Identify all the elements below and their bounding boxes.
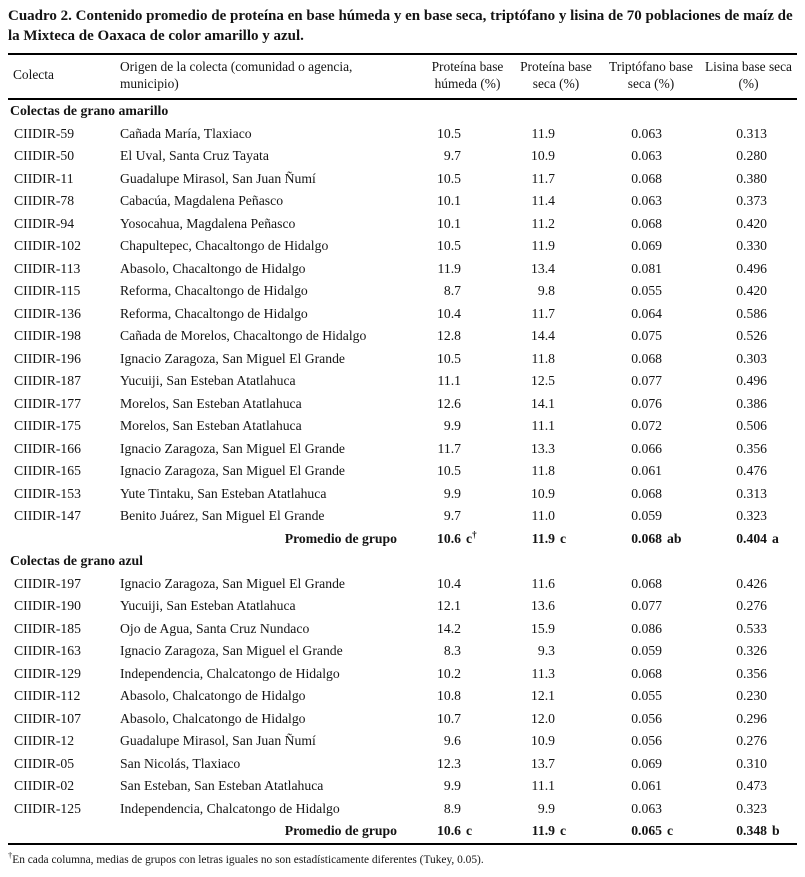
- value-cell: 0.059: [631, 643, 662, 659]
- group-summary-value: [700, 528, 797, 551]
- table-row: [8, 708, 797, 731]
- value-cell: 11.9: [531, 238, 555, 254]
- summary-number: 11.9: [531, 530, 555, 546]
- table-row: [8, 460, 797, 483]
- table-caption: Cuadro 2. Contenido promedio de proteína en base húmeda y en base seca, triptófano y lisina de 70 poblaciones de maíz de la Mixteca de Oaxaca de color amarillo y azul.: [8, 8, 793, 45]
- colecta-cell: CIIDIR-153: [14, 485, 81, 501]
- value-cell: 11.9: [437, 260, 461, 276]
- value-cell: 9.9: [443, 418, 461, 434]
- section-header-row: [8, 99, 797, 123]
- table-row: [8, 213, 797, 236]
- value-cell: 0.072: [631, 418, 662, 434]
- value-cell: 0.356: [736, 665, 767, 681]
- value-cell: 0.068: [631, 665, 662, 681]
- colecta-cell: CIIDIR-12: [14, 733, 75, 749]
- value-cell: 0.069: [631, 755, 662, 771]
- colecta-cell: CIIDIR-196: [14, 350, 81, 366]
- value-cell: 0.061: [631, 463, 662, 479]
- colecta-cell: CIIDIR-125: [14, 800, 81, 816]
- value-cell: 11.1: [531, 778, 555, 794]
- origen-cell: Independencia, Chalcatongo de Hidalgo: [120, 665, 340, 681]
- colecta-cell: CIIDIR-11: [14, 170, 74, 186]
- value-cell: 0.373: [736, 193, 767, 209]
- value-cell: 0.323: [736, 508, 767, 524]
- table-row: [8, 775, 797, 798]
- value-cell: 11.0: [531, 508, 555, 524]
- origen-cell: Abasolo, Chalcatongo de Hidalgo: [120, 688, 306, 704]
- value-cell: 0.476: [736, 463, 767, 479]
- tukey-letter: [667, 820, 673, 843]
- group-summary-value: [425, 528, 510, 551]
- value-cell: 0.496: [736, 260, 767, 276]
- table-row: [8, 753, 797, 776]
- section-header: Colectas de grano amarillo: [10, 103, 169, 119]
- value-cell: 0.061: [631, 778, 662, 794]
- origen-cell: Cabacúa, Magdalena Peñasco: [120, 193, 284, 209]
- colecta-cell: CIIDIR-197: [14, 575, 81, 591]
- value-cell: 11.2: [531, 215, 555, 231]
- origen-cell: Guadalupe Mirasol, San Juan Ñumí: [120, 170, 316, 186]
- value-cell: 0.075: [631, 328, 662, 344]
- value-cell: 10.5: [437, 125, 461, 141]
- value-cell: 12.5: [531, 373, 555, 389]
- tukey-letter-text: c: [560, 823, 567, 839]
- origen-cell: Independencia, Chalcatongo de Hidalgo: [120, 800, 340, 816]
- table-row: [8, 685, 797, 708]
- origen-cell: El Uval, Santa Cruz Tayata: [120, 148, 269, 164]
- value-cell: 0.063: [631, 800, 662, 816]
- origen-cell: Ignacio Zaragoza, San Miguel El Grande: [120, 575, 345, 591]
- value-cell: 13.4: [531, 260, 555, 276]
- value-cell: 13.7: [531, 755, 555, 771]
- value-cell: 10.1: [437, 215, 461, 231]
- origen-cell: Yucuiji, San Esteban Atatlahuca: [120, 598, 296, 614]
- data-table: [8, 53, 797, 845]
- group-summary-value: [700, 820, 797, 844]
- colecta-cell: CIIDIR-112: [14, 688, 81, 704]
- value-cell: 10.5: [437, 350, 461, 366]
- value-cell: 0.064: [631, 305, 662, 321]
- value-cell: 8.3: [443, 643, 461, 659]
- value-cell: 13.3: [531, 440, 555, 456]
- table-header: [8, 54, 797, 100]
- colecta-cell: CIIDIR-59: [14, 125, 75, 141]
- value-cell: 8.9: [443, 800, 461, 816]
- value-cell: 0.076: [631, 395, 662, 411]
- column-header-triptofano: Triptófano base seca (%): [609, 58, 693, 91]
- tukey-letter-text: b: [772, 823, 780, 839]
- value-cell: 0.380: [736, 170, 767, 186]
- group-summary-value: [510, 820, 602, 844]
- origen-cell: Reforma, Chacaltongo de Hidalgo: [120, 283, 308, 299]
- value-cell: 0.313: [736, 125, 767, 141]
- colecta-cell: CIIDIR-190: [14, 598, 81, 614]
- group-summary-label: Promedio de grupo: [284, 530, 397, 546]
- table-row: [8, 798, 797, 821]
- origen-cell: Ignacio Zaragoza, San Miguel El Grande: [120, 440, 345, 456]
- value-cell: 0.313: [736, 485, 767, 501]
- value-cell: 0.068: [631, 485, 662, 501]
- colecta-cell: CIIDIR-02: [14, 778, 75, 794]
- value-cell: 0.068: [631, 575, 662, 591]
- section-header-row: [8, 550, 797, 573]
- tukey-letter: [772, 528, 779, 551]
- value-cell: 10.7: [437, 710, 461, 726]
- value-cell: 0.303: [736, 350, 767, 366]
- group-summary-row: [8, 820, 797, 844]
- tukey-letter: [772, 820, 780, 843]
- value-cell: 9.3: [537, 643, 555, 659]
- value-cell: 0.276: [736, 598, 767, 614]
- header-row: [8, 54, 797, 100]
- tukey-letter: [667, 528, 681, 551]
- colecta-cell: CIIDIR-78: [14, 193, 75, 209]
- value-cell: 0.056: [631, 710, 662, 726]
- colecta-cell: CIIDIR-05: [14, 755, 75, 771]
- value-cell: 11.1: [531, 418, 555, 434]
- summary-number: 0.068: [631, 530, 662, 546]
- value-cell: 9.6: [443, 733, 461, 749]
- colecta-cell: CIIDIR-177: [14, 395, 81, 411]
- group-summary-row: [8, 528, 797, 551]
- column-header-colecta: Colecta: [13, 67, 54, 83]
- value-cell: 9.9: [443, 778, 461, 794]
- table-row: [8, 618, 797, 641]
- table-row: [8, 258, 797, 281]
- value-cell: 10.5: [437, 170, 461, 186]
- tukey-letter: [560, 528, 566, 551]
- column-header-proteina-humeda: Proteína base húmeda (%): [431, 58, 504, 91]
- value-cell: 0.496: [736, 373, 767, 389]
- summary-number: 11.9: [531, 823, 555, 839]
- table-row: [8, 235, 797, 258]
- value-cell: 9.9: [443, 485, 461, 501]
- group-summary-value: [602, 820, 700, 844]
- footnote-marker: †: [8, 849, 13, 860]
- origen-cell: Yute Tintaku, San Esteban Atatlahuca: [120, 485, 327, 501]
- group-summary-label: Promedio de grupo: [284, 823, 397, 839]
- table-row: [8, 415, 797, 438]
- value-cell: 12.8: [437, 328, 461, 344]
- value-cell: 11.7: [531, 305, 555, 321]
- value-cell: 9.7: [443, 148, 461, 164]
- group-summary-value: [425, 820, 510, 844]
- value-cell: 9.8: [537, 283, 555, 299]
- value-cell: 11.7: [437, 440, 461, 456]
- summary-number: 0.348: [736, 823, 767, 839]
- table-row: [8, 483, 797, 506]
- table-row: [8, 280, 797, 303]
- table-row: [8, 370, 797, 393]
- group-summary-value: [602, 528, 700, 551]
- origen-cell: Yucuiji, San Esteban Atatlahuca: [120, 373, 296, 389]
- summary-number: 10.6: [437, 530, 461, 546]
- value-cell: 10.9: [531, 485, 555, 501]
- value-cell: 0.086: [631, 620, 662, 636]
- value-cell: 8.7: [443, 283, 461, 299]
- table-row: [8, 640, 797, 663]
- value-cell: 10.9: [531, 733, 555, 749]
- summary-number: 0.404: [736, 530, 767, 546]
- value-cell: 10.4: [437, 305, 461, 321]
- colecta-cell: CIIDIR-187: [14, 373, 81, 389]
- colecta-cell: CIIDIR-165: [14, 463, 81, 479]
- origen-cell: Abasolo, Chacaltongo de Hidalgo: [120, 260, 306, 276]
- table-row: [8, 303, 797, 326]
- tukey-letter: [466, 820, 472, 843]
- value-cell: 0.063: [631, 193, 662, 209]
- value-cell: 0.055: [631, 283, 662, 299]
- value-cell: 0.068: [631, 350, 662, 366]
- origen-cell: Cañada María, Tlaxiaco: [120, 125, 252, 141]
- colecta-cell: CIIDIR-102: [14, 238, 81, 254]
- tukey-letter: [560, 820, 566, 843]
- value-cell: 0.526: [736, 328, 767, 344]
- table-row: [8, 325, 797, 348]
- colecta-cell: CIIDIR-163: [14, 643, 81, 659]
- origen-cell: Ignacio Zaragoza, San Miguel El Grande: [120, 350, 345, 366]
- value-cell: 9.7: [443, 508, 461, 524]
- column-header-lisina: Lisina base seca (%): [705, 58, 792, 91]
- value-cell: 10.2: [437, 665, 461, 681]
- tukey-letter-text: c: [466, 823, 473, 839]
- value-cell: 14.1: [531, 395, 555, 411]
- origen-cell: Benito Juárez, San Miguel El Grande: [120, 508, 325, 524]
- value-cell: 0.068: [631, 215, 662, 231]
- tukey-letter-text: ab: [667, 530, 682, 546]
- colecta-cell: CIIDIR-115: [14, 283, 81, 299]
- value-cell: 0.276: [736, 733, 767, 749]
- colecta-cell: CIIDIR-198: [14, 328, 81, 344]
- table-row: [8, 730, 797, 753]
- value-cell: 9.9: [537, 800, 555, 816]
- origen-cell: San Esteban, San Esteban Atatlahuca: [120, 778, 324, 794]
- value-cell: 12.6: [437, 395, 461, 411]
- value-cell: 12.1: [531, 688, 555, 704]
- value-cell: 0.420: [736, 283, 767, 299]
- table-row: [8, 145, 797, 168]
- table-row: [8, 393, 797, 416]
- table-row: [8, 123, 797, 146]
- table-row: [8, 573, 797, 596]
- value-cell: 0.230: [736, 688, 767, 704]
- table-footnote: [8, 850, 797, 868]
- value-cell: 0.077: [631, 598, 662, 614]
- value-cell: 11.7: [531, 170, 555, 186]
- table-row: [8, 663, 797, 686]
- origen-cell: Morelos, San Esteban Atatlahuca: [120, 418, 302, 434]
- value-cell: 0.081: [631, 260, 662, 276]
- value-cell: 0.063: [631, 148, 662, 164]
- value-cell: 14.4: [531, 328, 555, 344]
- value-cell: 0.386: [736, 395, 767, 411]
- table-row: [8, 190, 797, 213]
- tukey-letter-text: c: [667, 823, 674, 839]
- value-cell: 0.426: [736, 575, 767, 591]
- group-summary-value: [510, 528, 602, 551]
- value-cell: 11.6: [531, 575, 555, 591]
- value-cell: 0.063: [631, 125, 662, 141]
- value-cell: 0.330: [736, 238, 767, 254]
- value-cell: 0.310: [736, 755, 767, 771]
- value-cell: 10.5: [437, 238, 461, 254]
- origen-cell: Ignacio Zaragoza, San Miguel el Grande: [120, 643, 343, 659]
- colecta-cell: CIIDIR-185: [14, 620, 81, 636]
- value-cell: 0.066: [631, 440, 662, 456]
- origen-cell: San Nicolás, Tlaxiaco: [120, 755, 241, 771]
- value-cell: 11.3: [531, 665, 555, 681]
- origen-cell: Chapultepec, Chacaltongo de Hidalgo: [120, 238, 329, 254]
- section-header: Colectas de grano azul: [10, 553, 143, 569]
- colecta-cell: CIIDIR-136: [14, 305, 81, 321]
- column-header-proteina-seca: Proteína base seca (%): [520, 58, 592, 91]
- value-cell: 0.068: [631, 170, 662, 186]
- tukey-letter: [466, 528, 477, 551]
- value-cell: 11.8: [531, 350, 555, 366]
- value-cell: 0.296: [736, 710, 767, 726]
- value-cell: 0.506: [736, 418, 767, 434]
- value-cell: 11.1: [437, 373, 461, 389]
- footnote-reference-mark: †: [472, 529, 477, 540]
- colecta-cell: CIIDIR-94: [14, 215, 75, 231]
- value-cell: 0.356: [736, 440, 767, 456]
- tukey-letter-text: a: [772, 530, 779, 546]
- colecta-cell: CIIDIR-129: [14, 665, 81, 681]
- summary-number: 10.6: [437, 823, 461, 839]
- summary-number: 0.065: [631, 823, 662, 839]
- value-cell: 0.420: [736, 215, 767, 231]
- value-cell: 10.9: [531, 148, 555, 164]
- colecta-cell: CIIDIR-113: [14, 260, 81, 276]
- value-cell: 0.586: [736, 305, 767, 321]
- table-body: [8, 99, 797, 844]
- origen-cell: Ojo de Agua, Santa Cruz Nundaco: [120, 620, 310, 636]
- origen-cell: Reforma, Chacaltongo de Hidalgo: [120, 305, 308, 321]
- value-cell: 0.055: [631, 688, 662, 704]
- origen-cell: Morelos, San Esteban Atatlahuca: [120, 395, 302, 411]
- value-cell: 0.069: [631, 238, 662, 254]
- value-cell: 0.323: [736, 800, 767, 816]
- value-cell: 11.9: [531, 125, 555, 141]
- value-cell: 14.2: [437, 620, 461, 636]
- origen-cell: Abasolo, Chalcatongo de Hidalgo: [120, 710, 306, 726]
- value-cell: 0.533: [736, 620, 767, 636]
- colecta-cell: CIIDIR-50: [14, 148, 75, 164]
- origen-cell: Guadalupe Mirasol, San Juan Ñumí: [120, 733, 316, 749]
- colecta-cell: CIIDIR-107: [14, 710, 81, 726]
- table-row: [8, 438, 797, 461]
- value-cell: 12.0: [531, 710, 555, 726]
- column-header-origen: Origen de la colecta (comunidad o agencia, municipio): [120, 58, 353, 91]
- origen-cell: Cañada de Morelos, Chacaltongo de Hidalgo: [120, 328, 367, 344]
- table-row: [8, 168, 797, 191]
- table-row: [8, 505, 797, 528]
- value-cell: 10.8: [437, 688, 461, 704]
- value-cell: 11.4: [531, 193, 555, 209]
- origen-cell: Yosocahua, Magdalena Peñasco: [120, 215, 296, 231]
- colecta-cell: CIIDIR-147: [14, 508, 81, 524]
- tukey-letter-text: c: [560, 530, 567, 546]
- colecta-cell: CIIDIR-175: [14, 418, 81, 434]
- value-cell: 13.6: [531, 598, 555, 614]
- value-cell: 0.280: [736, 148, 767, 164]
- value-cell: 0.326: [736, 643, 767, 659]
- value-cell: 15.9: [531, 620, 555, 636]
- footnote-text: En cada columna, medias de grupos con letras iguales no son estadísticamente diferentes (Tukey, 0.05).: [12, 853, 484, 866]
- value-cell: 0.056: [631, 733, 662, 749]
- origen-cell: Ignacio Zaragoza, San Miguel El Grande: [120, 463, 345, 479]
- value-cell: 0.077: [631, 373, 662, 389]
- table-row: [8, 348, 797, 371]
- value-cell: 10.1: [437, 193, 461, 209]
- value-cell: 11.8: [531, 463, 555, 479]
- value-cell: 10.5: [437, 463, 461, 479]
- value-cell: 0.059: [631, 508, 662, 524]
- value-cell: 12.3: [437, 755, 461, 771]
- value-cell: 12.1: [437, 598, 461, 614]
- value-cell: 0.473: [736, 778, 767, 794]
- tukey-letter-text: c: [466, 530, 473, 546]
- value-cell: 10.4: [437, 575, 461, 591]
- table-row: [8, 595, 797, 618]
- colecta-cell: CIIDIR-166: [14, 440, 81, 456]
